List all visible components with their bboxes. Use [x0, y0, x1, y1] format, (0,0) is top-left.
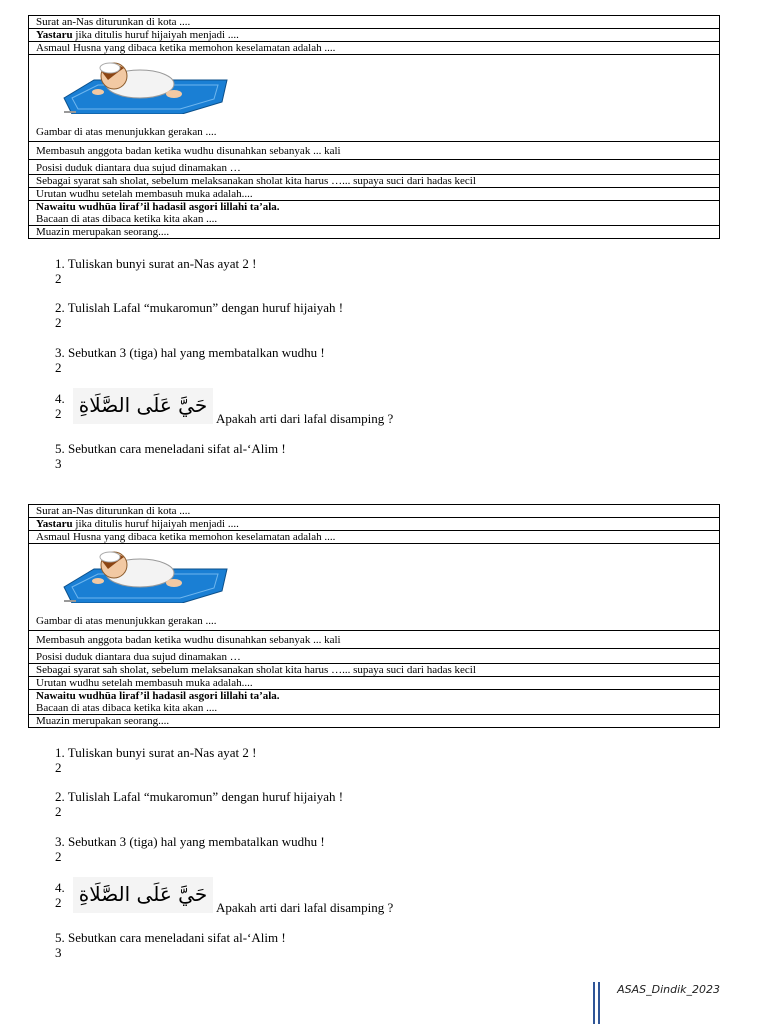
praying-foot — [166, 579, 182, 587]
question-number: 3. — [55, 834, 65, 849]
question-number: 2. — [55, 300, 65, 315]
praying-hand — [92, 89, 104, 95]
question-score: 2 — [55, 849, 62, 864]
prayer-prostration-image — [62, 547, 228, 603]
question-text: Sebutkan 3 (tiga) hal yang membatalkan wudhu ! — [68, 834, 325, 849]
prayer-prostration-image — [62, 58, 228, 114]
praying-cap — [100, 552, 120, 562]
question-3 — [55, 835, 325, 849]
question-2 — [55, 301, 343, 315]
footer-rule — [593, 982, 595, 1024]
row-text: jika ditulis huruf hijaiyah menjadi .... — [72, 29, 239, 41]
question-number: 2. — [55, 789, 65, 804]
praying-foot — [166, 90, 182, 98]
question-number: 5. — [55, 930, 65, 945]
picture-caption: Gambar di atas menunjukkan gerakan .... — [36, 615, 217, 627]
niat-text: Nawaitu wudhūa liraf’il hadasil asgori lillahi ta’ala. — [36, 201, 280, 213]
question-score: 2 — [55, 760, 62, 775]
praying-cap — [100, 63, 120, 73]
question-score: 2 — [55, 360, 62, 375]
small-mark — [64, 600, 76, 602]
question-number: 1. — [55, 745, 65, 760]
footer-rule — [598, 982, 600, 1024]
question-5 — [55, 931, 286, 945]
question-number: 5. — [55, 441, 65, 456]
arabic-calligraphy: حَيَّ عَلَى الصَّلَاةِ — [73, 388, 213, 424]
question-score: 2 — [55, 271, 62, 286]
question-text: Sebutkan cara meneladani sifat al-‘Alim ! — [68, 930, 286, 945]
table-row — [29, 201, 720, 226]
question-4-number: 4. — [55, 391, 65, 406]
row-text: jika ditulis huruf hijaiyah menjadi .... — [72, 518, 239, 530]
question-3 — [55, 346, 325, 360]
question-text: Tulislah Lafal “mukaromun” dengan huruf hijaiyah ! — [67, 789, 344, 804]
question-text: Tuliskan bunyi surat an-Nas ayat 2 ! — [67, 745, 257, 760]
table-row: Sebagai syarat sah sholat, sebelum melaksanakan sholat kita harus …... supaya suci dari hadas kecil — [29, 664, 720, 677]
table-row: Membasuh anggota badan ketika wudhu disunahkan sebanyak ... kali — [29, 142, 720, 160]
table-row: Muazin merupakan seorang.... — [29, 226, 720, 239]
table-row: Membasuh anggota badan ketika wudhu disunahkan sebanyak ... kali — [29, 631, 720, 649]
question-number: 1. — [55, 256, 65, 271]
question-2 — [55, 790, 343, 804]
table-row — [29, 518, 720, 531]
table-row: Surat an-Nas diturunkan di kota .... — [29, 505, 720, 518]
picture-caption: Gambar di atas menunjukkan gerakan .... — [36, 126, 217, 138]
worksheet-block — [0, 504, 768, 994]
question-4-text: Apakah arti dari lafal disamping ? — [216, 411, 394, 426]
row-text: Bacaan di atas dibaca ketika kita akan .... — [36, 702, 218, 714]
question-text: Sebutkan cara meneladani sifat al-‘Alim ! — [68, 441, 286, 456]
praying-hand — [92, 578, 104, 584]
question-1 — [55, 746, 256, 760]
question-score: 2 — [55, 406, 62, 421]
table-row: Muazin merupakan seorang.... — [29, 715, 720, 728]
table-row: Asmaul Husna yang dibaca ketika memohon keselamatan adalah .... — [29, 42, 720, 55]
table-row: Urutan wudhu setelah membasuh muka adalah.... — [29, 677, 720, 690]
question-score: 2 — [55, 804, 62, 819]
table-row: Surat an-Nas diturunkan di kota .... — [29, 16, 720, 29]
table-row: Urutan wudhu setelah membasuh muka adalah.... — [29, 188, 720, 201]
question-score: 2 — [55, 895, 62, 910]
picture-row — [29, 55, 720, 142]
picture-row — [29, 544, 720, 631]
table-row: Sebagai syarat sah sholat, sebelum melaksanakan sholat kita harus …... supaya suci dari hadas kecil — [29, 175, 720, 188]
question-score: 3 — [55, 456, 62, 471]
question-text: Tulislah Lafal “mukaromun” dengan huruf hijaiyah ! — [67, 300, 344, 315]
table-row — [29, 690, 720, 715]
niat-text: Nawaitu wudhūa liraf’il hadasil asgori lillahi ta’ala. — [36, 690, 280, 702]
small-mark — [64, 111, 76, 113]
question-text: Sebutkan 3 (tiga) hal yang membatalkan wudhu ! — [68, 345, 325, 360]
question-4-number: 4. — [55, 880, 65, 895]
question-4-text: Apakah arti dari lafal disamping ? — [216, 900, 394, 915]
bold-term: Yastaru — [36, 518, 73, 530]
question-5 — [55, 442, 286, 456]
table-row: Posisi duduk diantara dua sujud dinamakan … — [29, 160, 720, 175]
fill-in-table — [28, 15, 720, 239]
arabic-calligraphy: حَيَّ عَلَى الصَّلَاةِ — [73, 877, 213, 913]
question-score: 3 — [55, 945, 62, 960]
table-row — [29, 29, 720, 42]
worksheet-block — [0, 15, 768, 505]
footer-label: ASAS_Dindik_2023 — [617, 983, 720, 996]
bold-term: Yastaru — [36, 29, 73, 41]
question-1 — [55, 257, 256, 271]
question-score: 2 — [55, 315, 62, 330]
fill-in-table — [28, 504, 720, 728]
row-text: Bacaan di atas dibaca ketika kita akan .... — [36, 213, 218, 225]
table-row: Asmaul Husna yang dibaca ketika memohon keselamatan adalah .... — [29, 531, 720, 544]
question-number: 3. — [55, 345, 65, 360]
question-text: Tuliskan bunyi surat an-Nas ayat 2 ! — [67, 256, 257, 271]
table-row: Posisi duduk diantara dua sujud dinamakan … — [29, 649, 720, 664]
